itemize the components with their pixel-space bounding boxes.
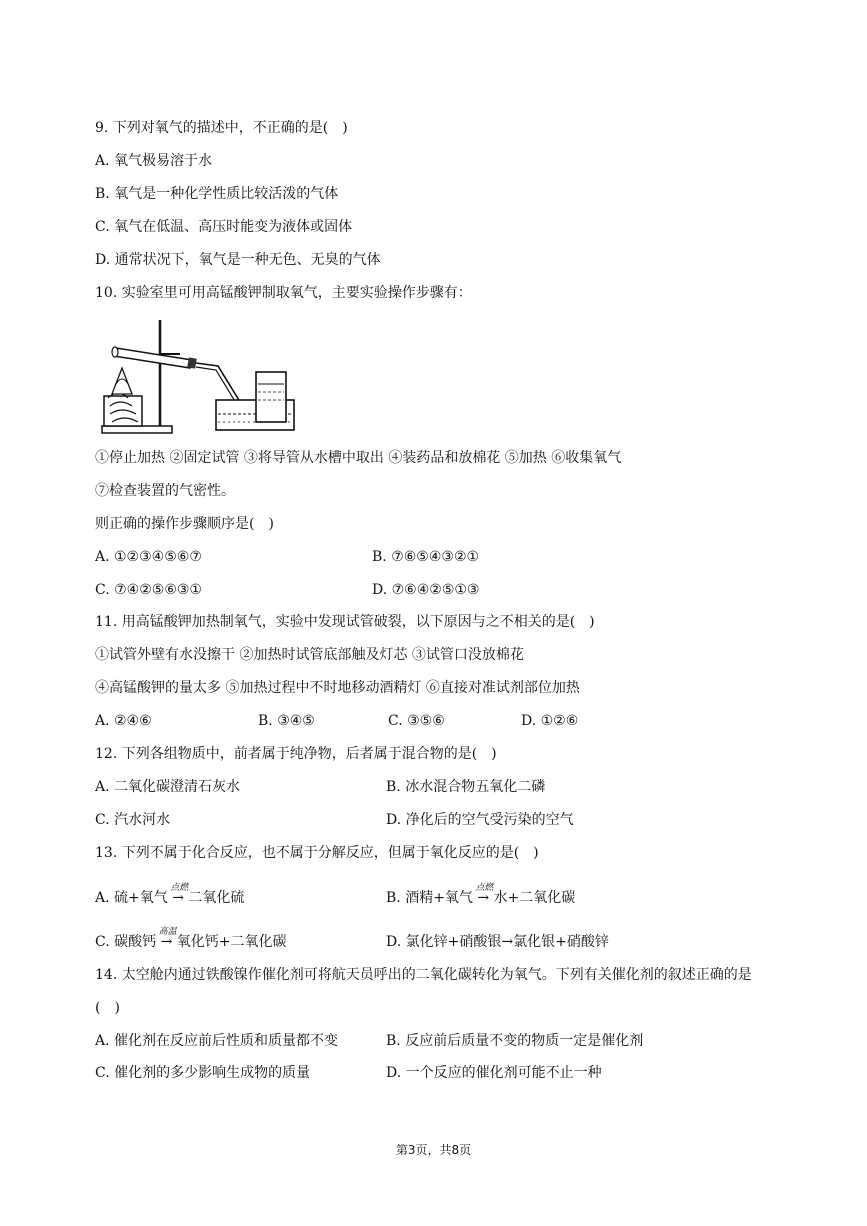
q11-reasons-line1: ①试管外壁有水没擦干 ②加热时试管底部触及灯芯 ③试管口没放棉花 [95, 647, 524, 663]
q13-b-condition: 点燃 [475, 883, 494, 893]
q10-stem: 10. 实验室里可用高锰酸钾制取氧气，主要实验操作步骤有： [95, 285, 472, 301]
q13-stem: 13. 下列不属于化合反应，也不属于分解反应，但属于氧化反应的是( ) [95, 845, 539, 861]
q10-steps-line2: ⑦检查装置的气密性。 [95, 483, 235, 499]
q13-b-reactants: B. 酒精+氧气 [386, 890, 473, 906]
q9-stem: 9. 下列对氧气的描述中，不正确的是( ) [95, 120, 348, 136]
q10-option-d: D. ⑦⑥④②⑤①③ [372, 582, 480, 598]
q13-option-c [95, 927, 287, 952]
q13-a-reactants: A. 硫+氧气 [95, 890, 168, 906]
q14-option-d: D. 一个反应的催化剂可能不止一种 [386, 1065, 602, 1081]
q10-steps-line1: ①停止加热 ②固定试管 ③将导管从水槽中取出 ④装药品和放棉花 ⑤加热 ⑥收集氧气 [95, 450, 622, 466]
q10-option-c: C. ⑦④②⑤⑥③① [95, 582, 202, 598]
q14-option-c: C. 催化剂的多少影响生成物的质量 [95, 1065, 311, 1081]
q9-option-c: C. 氧气在低温、高压时能变为液体或固体 [95, 219, 353, 235]
q12-option-d: D. 净化后的空气受污染的空气 [386, 812, 574, 828]
q9-option-a: A. 氧气极易溶于水 [95, 153, 213, 169]
stand-base [102, 426, 172, 433]
q13-option-b [386, 883, 576, 908]
q14-stem: 14. 太空舱内通过铁酸镍作催化剂可将航天员呼出的二氧化碳转化为氧气。下列有关催化剂的叙述正确的是 [95, 967, 752, 983]
q14-option-b: B. 反应前后质量不变的物质一定是催化剂 [386, 1033, 644, 1049]
q11-option-a: A. ②④⑥ [95, 713, 152, 729]
q9-option-d: D. 通常状况下，氧气是一种无色、无臭的气体 [95, 252, 381, 268]
q14-paren: ( ) [95, 1000, 120, 1016]
q11-option-b: B. ③④⑤ [258, 713, 315, 729]
test-tube [114, 348, 192, 368]
q10-option-b: B. ⑦⑥⑤④③②① [372, 549, 480, 565]
q12-stem: 12. 下列各组物质中，前者属于纯净物，后者属于混合物的是( ) [95, 746, 497, 762]
page-number: 第3页，共8页 [395, 1143, 472, 1157]
q11-option-d: D. ①②⑥ [521, 713, 579, 729]
q14-option-a: A. 催化剂在反应前后性质和质量都不变 [95, 1033, 339, 1049]
q9-option-b: B. 氧气是一种化学性质比较活泼的气体 [95, 186, 339, 202]
q11-reasons-line2: ④高锰酸钾的量太多 ⑤加热过程中不时地移动酒精灯 ⑥直接对准试剂部位加热 [95, 680, 580, 696]
q10-option-a: A. ①②③④⑤⑥⑦ [95, 549, 202, 565]
q13-a-condition: 点燃 [170, 883, 189, 893]
oxygen-apparatus-figure [100, 318, 300, 440]
q13-a-arrow: 点燃 → 二氧化硫 [172, 888, 244, 908]
q10-question: 则正确的操作步骤顺序是( ) [95, 516, 274, 532]
q12-option-c: C. 汽水河水 [95, 812, 171, 828]
q13-c-reactants: C. 碳酸钙 [95, 934, 157, 950]
q11-option-c: C. ③⑤⑥ [388, 713, 445, 729]
q12-option-a: A. 二氧化碳澄清石灰水 [95, 779, 241, 795]
q13-option-d: D. 氯化锌+硝酸银→氯化银+硝酸锌 [386, 934, 609, 950]
q13-c-condition: 高温 [158, 927, 177, 937]
q13-b-arrow: 点燃 → 水+二氧化碳 [477, 888, 575, 908]
q12-option-b: B. 冰水混合物五氧化二磷 [386, 779, 546, 795]
q11-stem: 11. 用高锰酸钾加热制氧气，实验中发现试管破裂，以下原因与之不相关的是( ) [95, 614, 595, 630]
flame [112, 368, 132, 394]
q13-option-a [95, 883, 245, 908]
q13-c-arrow: 高温 → 氧化钙+二氧化碳 [161, 932, 287, 952]
collecting-bottle [256, 372, 286, 422]
